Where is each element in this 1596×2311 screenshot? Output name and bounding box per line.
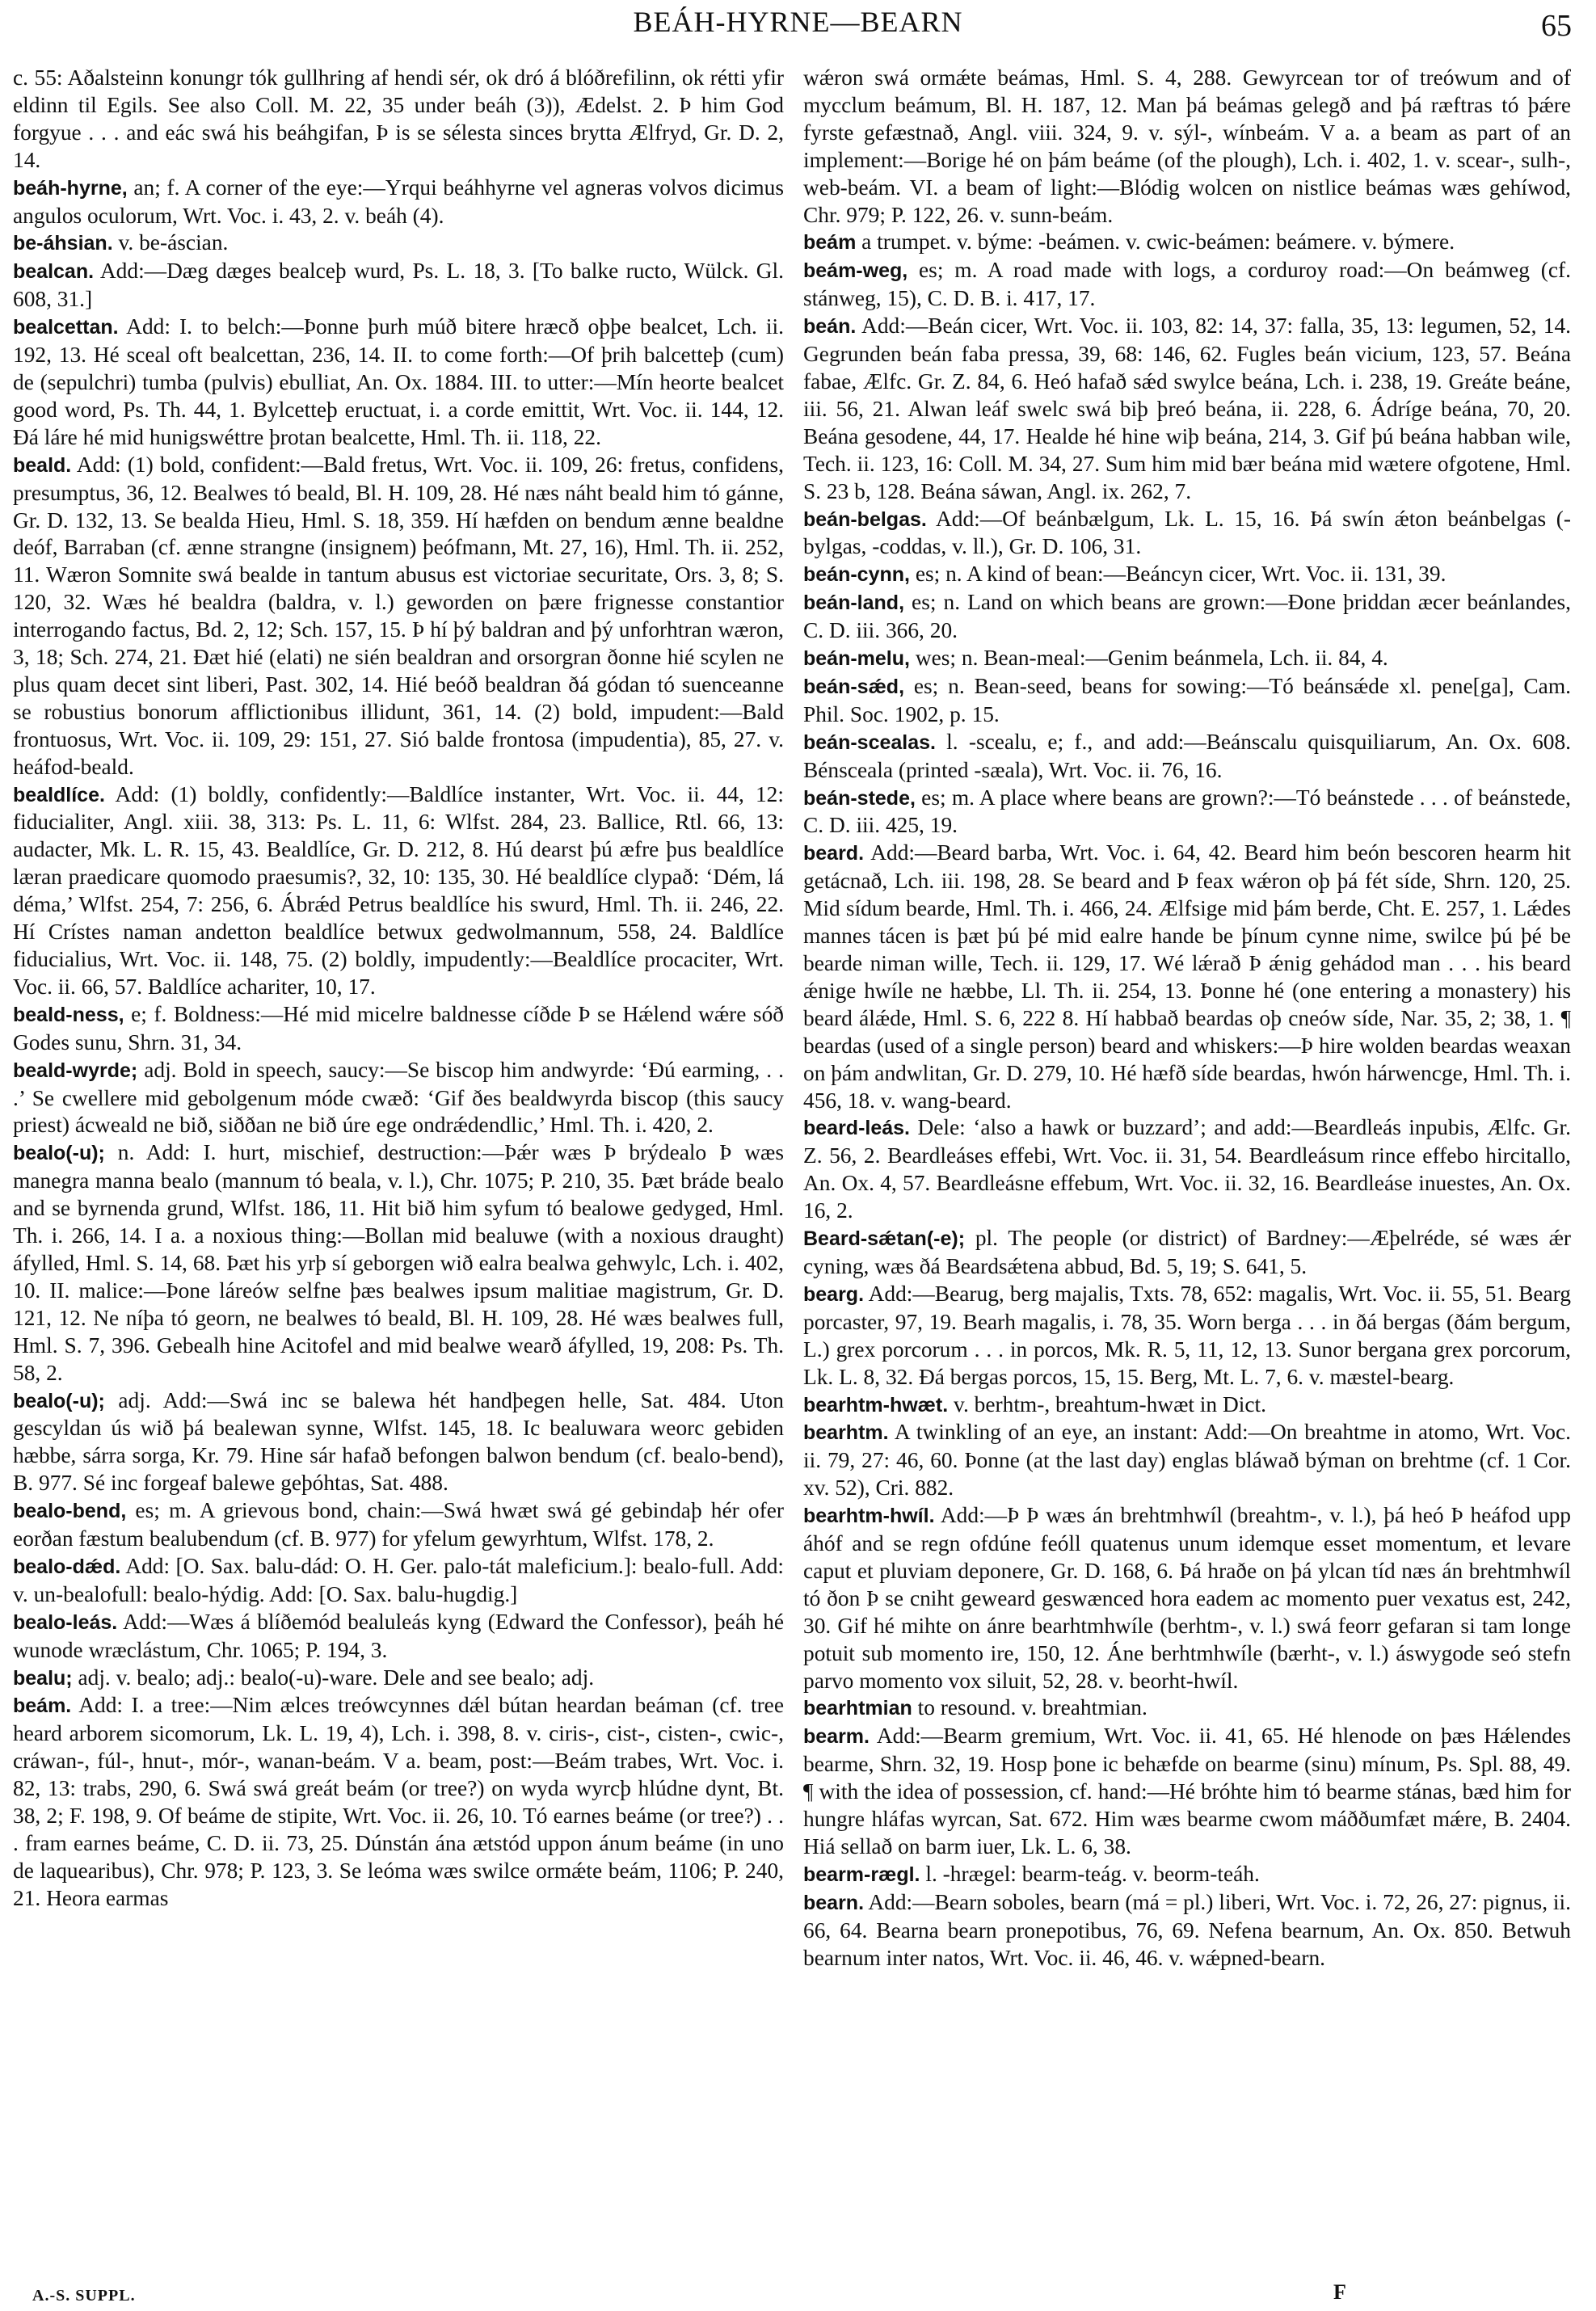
- dictionary-entry: [803, 1694, 1571, 1723]
- dictionary-entry: [803, 1281, 1571, 1391]
- dictionary-entry: [803, 785, 1571, 840]
- headword: Beard-sǽtan(-e);: [803, 1227, 966, 1251]
- dictionary-entry: [803, 673, 1571, 729]
- headword: bealcan.: [13, 260, 95, 284]
- headword: beán-land,: [803, 591, 905, 615]
- dictionary-entry: [803, 313, 1571, 505]
- dictionary-entry: [803, 1225, 1571, 1281]
- headword: beám.: [13, 1694, 72, 1718]
- dictionary-entry: [13, 1057, 784, 1140]
- dictionary-entry: [13, 1609, 784, 1665]
- dictionary-entry: [803, 506, 1571, 562]
- dictionary-entry: [803, 729, 1571, 785]
- headword: bealcettan.: [13, 316, 119, 339]
- entry-text: v. berhtm-, breahtum-hwæt in Dict.: [948, 1391, 1266, 1416]
- headword: bearhtm-hwíl.: [803, 1505, 935, 1528]
- dictionary-entry: [803, 1861, 1571, 1889]
- headword: beán.: [803, 315, 857, 339]
- dictionary-entry: [803, 1723, 1571, 1861]
- dictionary-entry: [13, 65, 784, 175]
- entry-text: n. Add: I. hurt, mischief, destruction:—Þǽr wæs Þ brýdealo Þ wæs manegra manna bealo (mannum tó beala, v. l.), Chr. 1075; P. 210, 35. Þæt bráde bealo and se byrnenda grund, Wlfst. 186, 11. Hit bið him syfum tó bealowe gedyged, Hml. Th. i. 266, 14. I a. a noxious thing:—Bollan mid bealuwe (with a noxious draught) áfylled, Hml. S. 14, 68. Þæt his yrþ sí geborgen wið ealra bealwa gehwylc, Lch. i. 402, 10. II. malice:—Þone láreów selfne þæs bealwes ipsum malitiae magistrum, Gr. D. 121, 12. Ne níþa tó georn, ne bealwes tó beald, Bl. H. 109, 28. Hé wæs bealwes full, Hml. S. 7, 396. Gebealh hine Acitofel and mid bealwe wearð áfylled, 19, 208: Ps. Th. 58, 2.: [13, 1140, 784, 1385]
- entry-text: pl. The people (or district) of Bardney:—Æþelréde, sé wæs ǽr cyning, wæs ðá Beardsǽtena abbud, Bd. 5, 19; S. 641, 5.: [803, 1226, 1571, 1278]
- entry-text: e; f. Boldness:—Hé mid micelre baldnesse cíðde Þ se Hǽlend wǽre sóð Godes sunu, Shrn. 31, 34.: [13, 1001, 784, 1054]
- headword: beám-weg,: [803, 259, 908, 283]
- headword: beard-leás.: [803, 1117, 911, 1140]
- entry-text: Add: I. to belch:—Þonne þurh múð bitere hræcð oþþe bealcet, Lch. ii. 192, 13. Hé sceal oft bealcettan, 236, 14. II. to come forth:—Of þrih balcetteþ (cum) de (sepulchri) tumba (pulvis) ebulliat, An. Ox. 1884. III. to utter:—Mín heorte bealcet good word, Ps. Th. 44, 1. Bylcetteþ eructuat, i. a corde emittit, Wrt. Voc. ii. 144, 12. Ðá láre hé mid hunigswéttre þrotan bealcette, Hml. Th. ii. 118, 22.: [13, 314, 784, 449]
- dictionary-entry: [13, 1665, 784, 1693]
- entry-text: Add:—Bearn soboles, bearn (má = pl.) liberi, Wrt. Voc. i. 72, 26, 27: pignus, ii. 66, 64. Bearna bearn pronepotibus, 76, 69. Nefena bearnum, An. Ox. 850. Betwuh bearnum inter natos, Wrt. Voc. ii. 46, 46. v. wǽpned-bearn.: [803, 1889, 1571, 1970]
- dictionary-entry: [803, 1391, 1571, 1420]
- entry-text: wes; n. Bean-meal:—Genim beánmela, Lch. ii. 84, 4.: [909, 646, 1388, 671]
- entry-text: Add: I. a tree:—Nim ælces treówcynnes dǽl bútan heardan beáman (cf. tree heard arborem sicomorum, Lk. L. 19, 4), Lch. i. 398, 8. v. ciris-, cist-, cisten-, cwic-, cráwan-, fúl-, hnut-, mór-, wanan-beám. V a. beam, post:—Beám trabes, Wrt. Voc. i. 82, 13: trabs, 290, 6. Swá swá greát beám (or tree?) on wyda wyrcþ hlúdne dynt, Bt. 38, 2; F. 198, 9. Of beáme de stipite, Wrt. Voc. ii. 26, 10. Tó earnes beáme (or tree?) . . . fram earnes beáme, C. D. ii. 73, 25. Dúnstán ána ætstód uppon ánum beáme (in uno de laquearibus), Chr. 978; P. 123, 3. Se leóma wæs swilce ormǽte beám, 1106; P. 240, 21. Heora earmas: [13, 1693, 784, 1910]
- entry-text: es; n. A kind of bean:—Beáncyn cicer, Wrt. Voc. ii. 131, 39.: [909, 562, 1447, 587]
- entry-text: Add:—Wæs á blíðemód bealuleás kyng (Edward the Confessor), þeáh hé wunode wræclástum, Chr. 1065; P. 194, 3.: [13, 1609, 784, 1662]
- entry-text: Add: (1) bold, confident:—Bald fretus, Wrt. Voc. ii. 109, 26: fretus, confidens, presumptus, 36, 12. Bealwes tó beald, Bl. H. 109, 28. Hé næs náht beald him tó gánne, Gr. D. 132, 13. Se bealda Hieu, Hml. S. 18, 359. Hí hæfden on bendum ænne bealdne deóf, Barraban (cf. ænne strangne (insignem) þeófmann, Mt. 27, 16), Hml. Th. ii. 252, 11. Wæron Somnite swá bealde in tantum abusus est victoriae securitate, Ors. 3, 8; S. 120, 32. Wæs hé bealdra (baldra, v. l.) geworden on þære frignesse constantior interrogando factus, Bd. 2, 12; Sch. 157, 15. Þ hí þý baldran and þý unforhtran wæron, 3, 18; Sch. 274, 21. Ðæt hié (elati) ne sién bealdran and orsorgran ðonne hié scylen ne plus quam decet sint liberi, Past. 302, 14. Hié beóð bealdran ðá gódan tó suenceanne se robustius bonorum afflictionibus illidunt, 361, 14. (2) bold, impudent:—Bald frontuosus, Wrt. Voc. ii. 109, 29: 151, 27. Sió balde frontosa (impudentia), 85, 27. v. heáfod-beald.: [13, 452, 784, 779]
- headword: bealo-dǽd.: [13, 1555, 121, 1578]
- dictionary-entry: [13, 229, 784, 258]
- entry-text: adj. v. bealo; adj.: bealo(-u)-ware. Dele and see bealo; adj.: [72, 1665, 595, 1690]
- dictionary-entry: [13, 1553, 784, 1609]
- dictionary-entry: [13, 781, 784, 1001]
- entry-text: Dele: ‘also a hawk or buzzard’; and add:—Beardleás inpubis, Ælfc. Gr. Z. 56, 2. Beardleáses effebi, Wrt. Voc. ii. 31, 54. Beardleásum rince effebo hircitallo, An. Ox. 4, 57. Beardleásne effebum, Wrt. Voc. ii. 32, 16. Beardleáse inuestes, An. Ox. 16, 2.: [803, 1115, 1571, 1223]
- entry-text: wǽron swá ormǽte beámas, Hml. S. 4, 288. Gewyrcean tor of treówum and of mycclum beámum, Bl. H. 187, 12. Man þá beámas gelegð and þá ræftras tó þǽre fyrste gefæstnað, Angl. viii. 324, 9. v. sýl-, wínbeám. V a. a beam as part of an implement:—Borige hé on þám beáme (of the plough), Lch. i. 402, 1. v. scear-, sulh-, web-beám. VI. a beam of light:—Blódig wolcen on nistlice beámas wæs gehíwod, Chr. 979; P. 122, 26. v. sunn-beám.: [803, 65, 1571, 227]
- gathering-mark: F: [1333, 2280, 1346, 2304]
- entry-text: to resound. v. breahtmian.: [912, 1695, 1148, 1720]
- dictionary-entry: [13, 1139, 784, 1387]
- headword: bearg.: [803, 1282, 865, 1306]
- dictionary-entry: [803, 257, 1571, 313]
- dictionary-entry: [13, 452, 784, 781]
- headword: beán-scealas.: [803, 730, 936, 754]
- headword: bearm-rægl.: [803, 1863, 920, 1886]
- headword: beald.: [13, 453, 72, 477]
- page-number: 65: [1541, 9, 1572, 43]
- headword: beán-belgas.: [803, 507, 927, 531]
- right-column: [803, 65, 1571, 1972]
- dictionary-entry: [803, 1502, 1571, 1694]
- headword: beald-ness,: [13, 1003, 124, 1026]
- dictionary-entry: [803, 561, 1571, 589]
- entry-text: Add:—Beard barba, Wrt. Voc. i. 64, 42. Beard him beón bescoren hearm hit getácnað, Lch. iii. 198, 28. Se beard and Þ feax wǽron oþ þá fét síde, Shrn. 120, 25. Mid sídum bearde, Hml. Th. i. 466, 24. Ælfsige mid þám berde, Cht. E. 257, 1. Lǽdes mannes tácen is þæt þú þé mid ealre hande be þínum cynne nime, swilce þú þé be bearde niman wille, Tech. ii. 129, 17. Wé lǽrað Þ ǽnig gehádod man . . . his beard ǽnige hwíle ne hæbbe, Ll. Th. ii. 254, 13. Þonne hé (one entering a monastery) his beard álǽde, Hml. S. 6, 222 8. Hí habbað beardas oþ cneów síde, Nar. 35, 2; 38, 1. ¶ beardas (used of a single person) beard and whiskers:—Þ hire wolden beardas weaxan on þám andwlitan, Gr. D. 279, 10. Hé hæfð síde beardas, hwón hárwencge, Hml. Th. i. 456, 18. v. wang-beard.: [803, 840, 1571, 1113]
- entry-text: an; f. A corner of the eye:—Yrqui beáhhyrne vel agneras volvos dicimus angulos oculorum, Wrt. Voc. i. 43, 2. v. beáh (4).: [13, 175, 784, 228]
- entry-text: adj. Add:—Swá inc se balewa hét handþegen helle, Sat. 484. Uton gescyldan ús wið þá bealewan synne, Wlfst. 145, 18. Ic bealuwara weorc gebiden hæbbe, sárra sorga, Kr. 79. Hine sár hafað befongen balwon bendum (cf. bealo-bend), B. 977. Sé inc forgeaf balewe geþóhtas, Sat. 488.: [13, 1387, 784, 1496]
- dictionary-entry: [13, 175, 784, 230]
- headword: be-áhsian.: [13, 232, 113, 255]
- headword: bearhtm-hwæt.: [803, 1393, 949, 1416]
- entry-text: Add:—Beán cicer, Wrt. Voc. ii. 103, 82: 14, 37: falla, 35, 13: legumen, 52, 14. Gegrunden beán faba pressa, 39, 68: 146, 62. Fugles beán vicium, 123, 57. Beána fabae, Ælfc. Gr. Z. 84, 6. Heó hafað sǽd swylce beána, Lch. i. 238, 19. Greáte beáne, iii. 56, 21. Alwan leáf swelc swá biþ þreó beána, ii. 228, 6. Ádríge beána, 70, 20. Beána gesodene, 44, 17. Healde hé hine wiþ beána, 214, 3. Gif þú beána habban wile, Tech. ii. 123, 16: Coll. M. 34, 27. Sum him mid bær beána mid wætere ofgotene, Hml. S. 23 b, 128. Beána sáwan, Angl. ix. 262, 7.: [803, 314, 1571, 503]
- entry-text: a trumpet. v. býme: -beámen. v. cwic-beámen: beámere. v. býmere.: [856, 229, 1455, 255]
- entry-text: c. 55: Aðalsteinn konungr tók gullhring af hendi sér, ok dró á blóðrefilinn, ok rétti yfir eldinn til Egils. See also Coll. M. 22, 35 under beáh (3)), Ædelst. 2. Þ him God forgyue . . . and eác swá his beáhgifan, Þ is se sélesta sinces brytta Ælfryd, Gr. D. 2, 14.: [13, 65, 784, 172]
- dictionary-entry: [803, 645, 1571, 673]
- entry-text: es; n. Land on which beans are grown:—Ðone þriddan æcer beánlandes, C. D. iii. 366, 20.: [803, 590, 1571, 643]
- headword: beán-cynn,: [803, 563, 910, 587]
- entry-text: l. -scealu, e; f., and add:—Beánscalu quisquiliarum, An. Ox. 608. Bénsceala (printed -sæala), Wrt. Voc. ii. 76, 16.: [803, 729, 1571, 782]
- running-header: [0, 5, 1596, 43]
- entry-text: Add: [O. Sax. balu-dád: O. H. Ger. palo-tát maleficium.]: bealo-full. Add: v. un-bealofull: bealo-hýdig. Add: [O. Sax. balu-hugdig.]: [13, 1553, 784, 1606]
- entry-text: Add:—Þ Þ wæs án brehtmhwíl (breahtm-, v. l.), þá heó Þ heáfod upp áhóf and se regn ofdúne feóll quatenus unum idemque esset momentum, et levare caput et pluviam deponere, Gr. D. 168, 6. Þá hraðe on þá ylcan tíd næs án brehtmhwíl tó ðon Þ se cniht geweard geswænced hora eadem ac momento puer vexatus est, 242, 30. Gif hé mihte on ánre bearhtmhwíle (berhtm-, v. l.) swá feorr gefaran si tam longe potuit sub momento ire, 150, 12. Áne berhtmhwíle (bærht-, v. l.) áswygode seó stefn parvo momento vox siluit, 52, 28. v. beorht-hwíl.: [803, 1503, 1571, 1693]
- headword: beald-wyrde;: [13, 1059, 138, 1082]
- signature-mark: A.-S. SUPPL.: [32, 2287, 136, 2305]
- left-column: [13, 65, 784, 1913]
- dictionary-entry: [803, 1889, 1571, 1972]
- entry-text: es; m. A grievous bond, chain:—Swá hwæt swá gé gebindaþ hér ofer eorðan fæstum bealubendum (cf. B. 977) for yfelum gewyrhtum, Wlfst. 178, 2.: [13, 1498, 784, 1551]
- dictionary-entry: [803, 840, 1571, 1114]
- dictionary-entry: [803, 1114, 1571, 1225]
- headword: bealu;: [13, 1666, 73, 1690]
- headword: beard.: [803, 842, 865, 865]
- entry-text: l. -hrægel: bearm-teág. v. beorm-teáh.: [920, 1861, 1260, 1886]
- headword: beán-stede,: [803, 786, 916, 810]
- entry-text: Add:—Of beánbælgum, Lk. L. 15, 16. Þá swín ǽton beánbelgas (-bylgas, -coddas, v. ll.), Gr. D. 106, 31.: [803, 506, 1571, 559]
- entry-text: es; n. Bean-seed, beans for sowing:—Tó beánsǽde xl. pene[ga], Cam. Phil. Soc. 1902, p. 15.: [803, 673, 1571, 726]
- headword: bearn.: [803, 1891, 865, 1914]
- entry-text: Add:—Bearug, berg majalis, Txts. 78, 652: magalis, Wrt. Voc. ii. 55, 51. Bearg porcaster, 97, 19. Bearh magalis, i. 78, 35. Worn berga . . . in ðá bergas (ðám bergum, L.) grex porcorum . . . in porcos, Mk. R. 5, 11, 12, 13. Sunor bergana grex porcorum, Lk. L. 8, 32. Ðá bergas porcos, 15, 15. Berg, Mt. L. 7, 6. v. mæstel-bearg.: [803, 1281, 1571, 1389]
- dictionary-entry: [13, 258, 784, 314]
- running-title: BEÁH-HYRNE—BEARN: [633, 6, 963, 38]
- headword: bearhtmian: [803, 1697, 912, 1720]
- headword: beám: [803, 231, 857, 255]
- entry-text: es; m. A place where beans are grown?:—Tó beánstede . . . of beánstede, C. D. iii. 425, 19.: [803, 785, 1571, 838]
- headword: bealdlíce.: [13, 783, 105, 806]
- dictionary-entry: [13, 1692, 784, 1912]
- entry-text: adj. Bold in speech, saucy:—Se biscop him andwyrde: ‘Ðú earming, . . .’ Se cwellere mid gebolgenum móde cwæð: ‘Gif ðes bealdwyrda biscop (this saucy priest) ácweald ne bið, siððan ne bið úre ege ondrǽdendlic,’ Hml. Th. i. 420, 2.: [13, 1057, 784, 1138]
- dictionary-entry: [13, 1387, 784, 1498]
- dictionary-entry: [803, 589, 1571, 645]
- headword: bealo(-u);: [13, 1389, 105, 1412]
- headword: bealo(-u);: [13, 1142, 105, 1165]
- entry-text: v. be-áscian.: [112, 230, 229, 255]
- headword: bearhtm.: [803, 1421, 889, 1445]
- headword: beáh-hyrne,: [13, 176, 128, 200]
- headword: bealo-leás.: [13, 1610, 118, 1634]
- dictionary-entry: [803, 65, 1571, 229]
- entry-text: Add:—Dæg dæges bealceþ wurd, Ps. L. 18, 3. [To balke ructo, Wülck. Gl. 608, 31.]: [13, 259, 784, 312]
- entry-text: A twinkling of an eye, an instant: Add:—On breahtme in atomo, Wrt. Voc. ii. 79, 27: 46, 60. Þonne (at the last day) englas bláwað býman on brehtme (cf. 1 Cor. xv. 52), Cri. 882.: [803, 1420, 1571, 1501]
- dictionary-entry: [13, 1001, 784, 1057]
- headword: beán-sǽd,: [803, 675, 905, 698]
- headword: beán-melu,: [803, 647, 910, 671]
- entry-text: Add:—Bearm gremium, Wrt. Voc. ii. 41, 65. Hé hlenode on þæs Hǽlendes bearme, Shrn. 32, 19. Hosp þone ic behæfde on bearme (sinu) mínum, Ps. Spl. 88, 49. ¶ with the idea of possession, cf. hand:—Hé bróhte him tó bearme stánas, bæd him for hungre hláfas wyrcan, Sat. 672. Him wæs bearme cwom máððumfæt mǽre, B. 2404. Hiá sellað on barm iuer, Lk. L. 6, 38.: [803, 1724, 1571, 1858]
- entry-text: es; m. A road made with logs, a corduroy road:—On beámweg (cf. stánweg, 15), C. D. B. i. 417, 17.: [803, 258, 1571, 311]
- dictionary-entry: [803, 229, 1571, 257]
- entry-text: Add: (1) boldly, confidently:—Baldlíce instanter, Wrt. Voc. ii. 44, 12: fiducialiter, Angl. xiii. 38, 313: Ps. L. 11, 6: Wlfst. 284, 23. Ballice, Rtl. 66, 13: audacter, Mk. L. R. 15, 43. Bealdlíce, Gr. D. 212, 8. Hú dearst þú æfre þus bealdlíce læran praedicare quomodo praesumis?, 32, 10: 135, 30. Hé bealdlíce clypað: ‘Dém, lá déma,’ Wlfst. 254, 7: 256, 6. Ábrǽd Petrus bealdlíce his swurd, Hml. Th. ii. 246, 22. Hí Crístes naman andetton bealdlíce betwux gedwolmannum, 558, 24. Baldlíce fiducialius, Wrt. Voc. ii. 148, 75. (2) boldly, impudently:—Bealdlíce procaciter, Wrt. Voc. ii. 66, 57. Baldlíce achariter, 10, 17.: [13, 781, 784, 999]
- dictionary-entry: [803, 1419, 1571, 1502]
- headword: bealo-bend,: [13, 1500, 127, 1523]
- dictionary-entry: [13, 314, 784, 452]
- headword: bearm.: [803, 1725, 870, 1749]
- dictionary-entry: [13, 1497, 784, 1553]
